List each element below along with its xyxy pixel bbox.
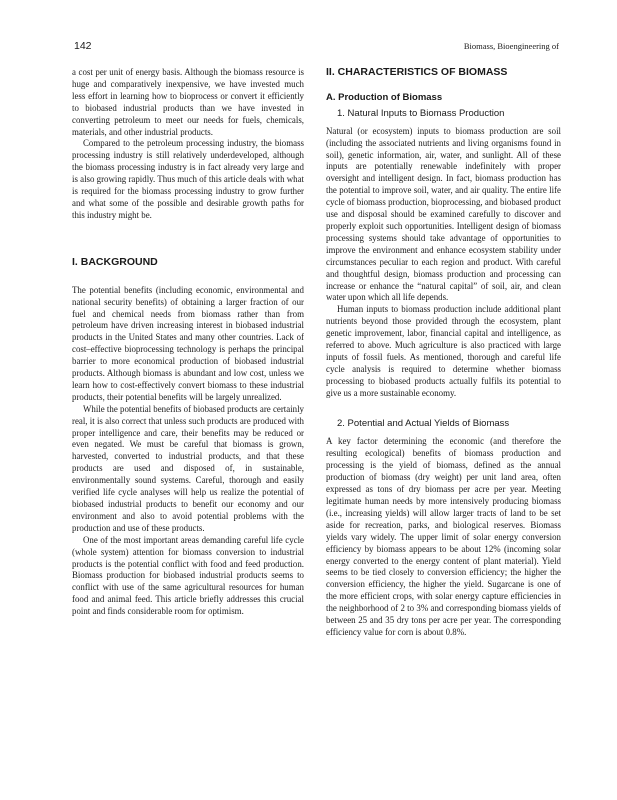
- running-head: Biomass, Bioengineering of: [463, 41, 559, 51]
- section-heading-background: I. BACKGROUND: [72, 255, 158, 268]
- intro-paragraph-1: a cost per unit of energy basis. Although the biomass resource is huge and comparatively inexpensive, we have invested much less effort in learning how to bioprocess or convert it efficiently to biobased industrial products than we have invested in converting petroleum to meet our needs for fuels, chemicals, materials, and other industrial products.: [72, 67, 304, 137]
- natural-inputs-paragraph-2: Human inputs to biomass production include additional plant nutrients beyond those provided through the ecosystem, plant genetic improvement, labor, financial capital and intelligence, as referred to above. Much agriculture is also practiced with large inputs of fossil fuels. As mentioned, thorough and careful life cycle analysis is required to determine whether biomass processing to biobased products actually fulfils its potential to give us a more sustainable economy.: [326, 304, 561, 398]
- right-column: [326, 67, 561, 639]
- page-header: [74, 40, 559, 54]
- subsection-heading-production: A. Production of Biomass: [326, 91, 443, 103]
- subsubsection-heading-yields: 2. Potential and Actual Yields of Biomass: [337, 417, 510, 429]
- page-number: 142: [74, 40, 92, 52]
- background-paragraph-1: The potential benefits (including economic, environmental and national security benefits) of obtaining a larger fraction of our fuel and chemical needs from biomass rather than from petroleum have driven increasing interest in biobased industrial products in the United States and many other countries. Lack of cost–effective bioprocessing technology is perhaps the principal barrier to more economical production of biobased industrial products. Although biomass is abundant and low cost, unless we learn how to cost-effectively convert biomass to these industrial products, their potential benefits will be largely unrealized.: [72, 284, 304, 402]
- left-column: [72, 67, 304, 618]
- background-paragraph-2: While the potential benefits of biobased products are certainly real, it is also correct that unless such products are produced with proper intelligence and care, their benefits may be reduced or even negated. We must be careful that biomass is grown, harvested, converted to industrial products, and that these products are used and disposed of, in sustainable, environmentally sound systems. Careful, thorough and easily verified life cycle analyses will help us realize the potential of biobased industrial products to benefit our economy and our environment and also to avoid potential problems with the production and use of these products.: [72, 403, 304, 533]
- yields-paragraph-1: A key factor determining the economic (and therefore the resulting ecological) benefits of biomass production and processing is the yield of biomass, defined as the annual production of biomass (dry weight) per unit land area, often expressed as tons of dry biomass per acre per year. Meeting legitimate human needs by more intensively producing biomass (i.e., increasing yields) will allow larger tracts of land to be set aside for recreation, parks, and biological reserves. Biomass yields vary widely. The upper limit of solar energy conversion efficiency by biomass appears to be about 12% (incoming solar energy converted to the energy content of plant material). Yield seems to be tied closely to conversion efficiency; the higher the conversion efficiency, the higher the yield. Sugarcane is one of the more efficient crops, with solar energy capture efficiencies in the neighborhood of 2 to 3% and corresponding biomass yields of between 25 and 35 dry tons per acre per year. The corresponding efficiency value for corn is about 0.8%.: [326, 436, 561, 637]
- background-paragraph-3: One of the most important areas demanding careful life cycle (whole system) attention for biomass conversion to industrial products is the potential conflict with food and feed production. Biomass production for biobased industrial products seems to conflict with use of the same agricultural resources for human food and animal feed. This article briefly addresses this crucial point and finds considerable room for optimism.: [72, 534, 304, 617]
- subsubsection-heading-natural-inputs: 1. Natural Inputs to Biomass Production: [337, 107, 505, 119]
- natural-inputs-paragraph-1: Natural (or ecosystem) inputs to biomass production are soil (including the associated nutrients and living organisms found in soil), genetic information, air, water, and sunlight. All of these inputs are potentially renewable indefinitely with proper oversight and intelligent design. In fact, biomass production has the potential to improve soil, water, and air quality. The entire life cycle of biomass production, bioprocessing, and biobased product use and disposal should be examined carefully to discover and properly exploit such opportunities. Intelligent design of biomass processing systems should take advantage of opportunities to improve the environment and enhance ecosystem stability under circumstances peculiar to each region and product. With careful and thoughtful design, biomass production and processing can increase or enhance the “natural capital” of soil, air, and clean water upon which all life depends.: [326, 125, 561, 303]
- intro-paragraph-2: Compared to the petroleum processing industry, the biomass processing industry is still relatively underdeveloped, although the biomass processing industry is in fact already very large and is also growing rapidly. Thus much of this article deals with what is required for the biomass processing industry to grow further and what some of the possible and desirable growth paths for this industry might be.: [72, 138, 304, 220]
- section-heading-characteristics: II. CHARACTERISTICS OF BIOMASS: [326, 66, 508, 78]
